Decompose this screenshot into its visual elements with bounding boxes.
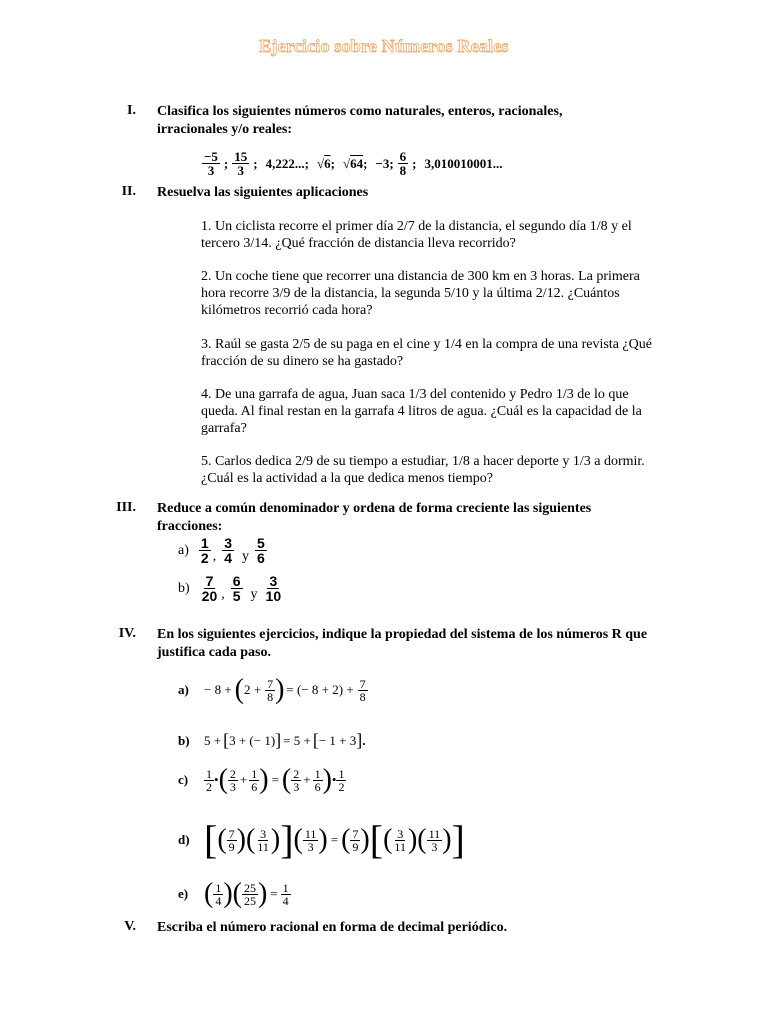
fraction: $\frac{5}{6}$	[256, 535, 265, 566]
item-label: a)	[178, 682, 189, 697]
section-numeral-4: IV.	[118, 626, 136, 641]
exercise-a: a) − 8 + ( 2 + $\frac{7}{8}$ ) = (− 8 + 2) + $\frac{7}{8}$	[178, 674, 366, 705]
section-numeral-3: III.	[116, 500, 136, 515]
problem-3: 3. Raúl se gasta 2/5 de su paga en el cine y 1/4 en la compra de una revista ¿Qué fracción de su dinero se ha gastado?	[201, 337, 652, 369]
item-label: b)	[178, 732, 190, 748]
section-numeral-2: II.	[121, 184, 136, 199]
item-label: a)	[178, 542, 189, 558]
fraction: $\frac{11}{3}$	[428, 826, 441, 854]
problem-4: 4. De una garrafa de agua, Juan saca 1/3 del contenido y Pedro 1/3 de lo que queda. Al final restan en la garrafa 4 litros de agua. ¿Cuál es la capacidad de la garrafa?	[201, 387, 642, 436]
fraction: $\frac{1}{6}$	[314, 766, 321, 794]
fraction: $\frac{7}{20}$	[201, 573, 218, 604]
exercise-d: d) [ ( $\frac{7}{9}$ ) ( $\frac{3}{11}$ ) ] ( $\frac{11}{3}$ ) = ( $\frac{7}{9}$ ) [ ( $\frac{3}{11}$ ) ( $\frac{11}{3}$ ) ]	[178, 817, 465, 862]
item-label: c)	[178, 772, 189, 787]
section-2-instruction: Resuelva las siguientes aplicaciones	[157, 185, 369, 200]
fraction: $\frac{3}{4}$	[224, 535, 232, 566]
expression: = 5 +	[283, 732, 311, 748]
exercise-e: e) ( $\frac{1}{4}$ ) ( $\frac{25}{25}$ ) = $\frac{1}{4}$	[178, 878, 289, 909]
page-title: Ejercicio sobre Números Reales	[259, 36, 509, 56]
fraction: $\frac{1}{2}$	[206, 766, 212, 794]
fraction: $\frac{1}{4}$	[282, 880, 289, 908]
number-repeating: 4,222...;	[265, 155, 309, 171]
fraction: $\frac{7}{8}$	[267, 676, 274, 704]
section-5-instruction: Escriba el número racional en forma de decimal periódico.	[157, 920, 508, 935]
sqrt: √64;	[342, 155, 368, 171]
fraction: $\frac{2}{3}$	[293, 766, 300, 794]
expression: 5 +	[204, 732, 222, 748]
number-irrational: 3,010010001...	[424, 155, 503, 171]
section-1-instruction: Clasifica los siguientes números como naturales, enteros, racionales, irracionales y/o reales:	[157, 104, 563, 137]
fraction-set-a: a) $\frac{1}{2}$ , $\frac{3}{4}$ y $\frac{5}{6}$	[178, 535, 265, 566]
expression: = (− 8 + 2) +	[286, 682, 354, 697]
section-3-instruction: Reduce a común denominador y ordena de forma creciente las siguientes fracciones:	[157, 501, 592, 534]
expression: 3 + (− 1)	[229, 732, 276, 748]
number-list: $\frac{-5}{3}$ ; $\frac{15}{3}$ ; 4,222...; √6; √64; −3; $\frac{6}{8}$ ; 3,010010001...	[204, 149, 503, 178]
expression: 2 +	[244, 682, 262, 697]
fraction: $\frac{3}{11}$	[257, 826, 269, 854]
item-label: e)	[178, 886, 189, 901]
item-label: b)	[178, 580, 190, 596]
fraction: $\frac{3}{11}$	[394, 826, 406, 854]
problem-1: 1. Un ciclista recorre el primer día 2/7 de la distancia, el segundo día 1/8 y el tercero 3/14. ¿Qué fracción de distancia lleva recorrido?	[201, 219, 632, 251]
exercise-b: b) 5 + [ 3 + (− 1) ] = 5 + [ − 1 + 3 ] .	[178, 730, 366, 750]
fraction: $\frac{3}{10}$	[265, 573, 282, 604]
problem-2: 2. Un coche tiene que recorrer una distancia de 300 km en 3 horas. La primera hora recorre 3/9 de la distancia, la segunda 5/10 y la última 2/12. ¿Cuántos kilómetros recorrió cada hora?	[201, 269, 640, 318]
fraction: $\frac{7}{9}$	[352, 826, 359, 854]
fraction: $\frac{7}{8}$	[359, 676, 366, 704]
fraction: $\frac{25}{25}$	[243, 880, 256, 908]
fraction: $\frac{1}{4}$	[215, 880, 222, 908]
fraction-set-b: b) $\frac{7}{20}$ , $\frac{6}{5}$ y $\frac{3}{10}$	[178, 573, 282, 604]
exercise-c: c) $\frac{1}{2}$ • ( $\frac{2}{3}$ + $\frac{1}{6}$ ) = ( $\frac{2}{3}$ + $\frac{1}{6}$ ) • $\frac{1}{2}$	[178, 764, 345, 795]
fraction: $\frac{11}{3}$	[304, 826, 317, 854]
section-numeral-1: I.	[127, 103, 136, 118]
item-label: d)	[178, 832, 190, 847]
expression: − 8 +	[204, 682, 232, 697]
fraction: $\frac{1}{2}$	[338, 766, 345, 794]
fraction: $\frac{1}{6}$	[251, 766, 258, 794]
fraction: $\frac{7}{9}$	[228, 826, 235, 854]
section-4-instruction: En los siguientes ejercicios, indique la propiedad del sistema de los números R que justifica cada paso.	[157, 627, 648, 660]
section-numeral-5: V.	[124, 919, 136, 934]
number-negative: −3;	[375, 155, 394, 171]
problem-5: 5. Carlos dedica 2/9 de su tiempo a estudiar, 1/8 a hacer deporte y 1/3 a dormir. ¿Cuál es la actividad a la que dedica menos tiempo?	[201, 454, 645, 486]
expression: − 1 + 3	[318, 732, 357, 748]
fraction: $\frac{2}{3}$	[229, 766, 236, 794]
fraction: $\frac{15}{3}$	[234, 149, 248, 178]
sqrt: √6;	[316, 155, 335, 171]
fraction: $\frac{6}{8}$	[399, 149, 407, 178]
fraction: $\frac{6}{5}$	[232, 573, 241, 604]
fraction: $\frac{1}{2}$	[200, 535, 209, 566]
fraction: $\frac{-5}{3}$	[204, 149, 218, 178]
